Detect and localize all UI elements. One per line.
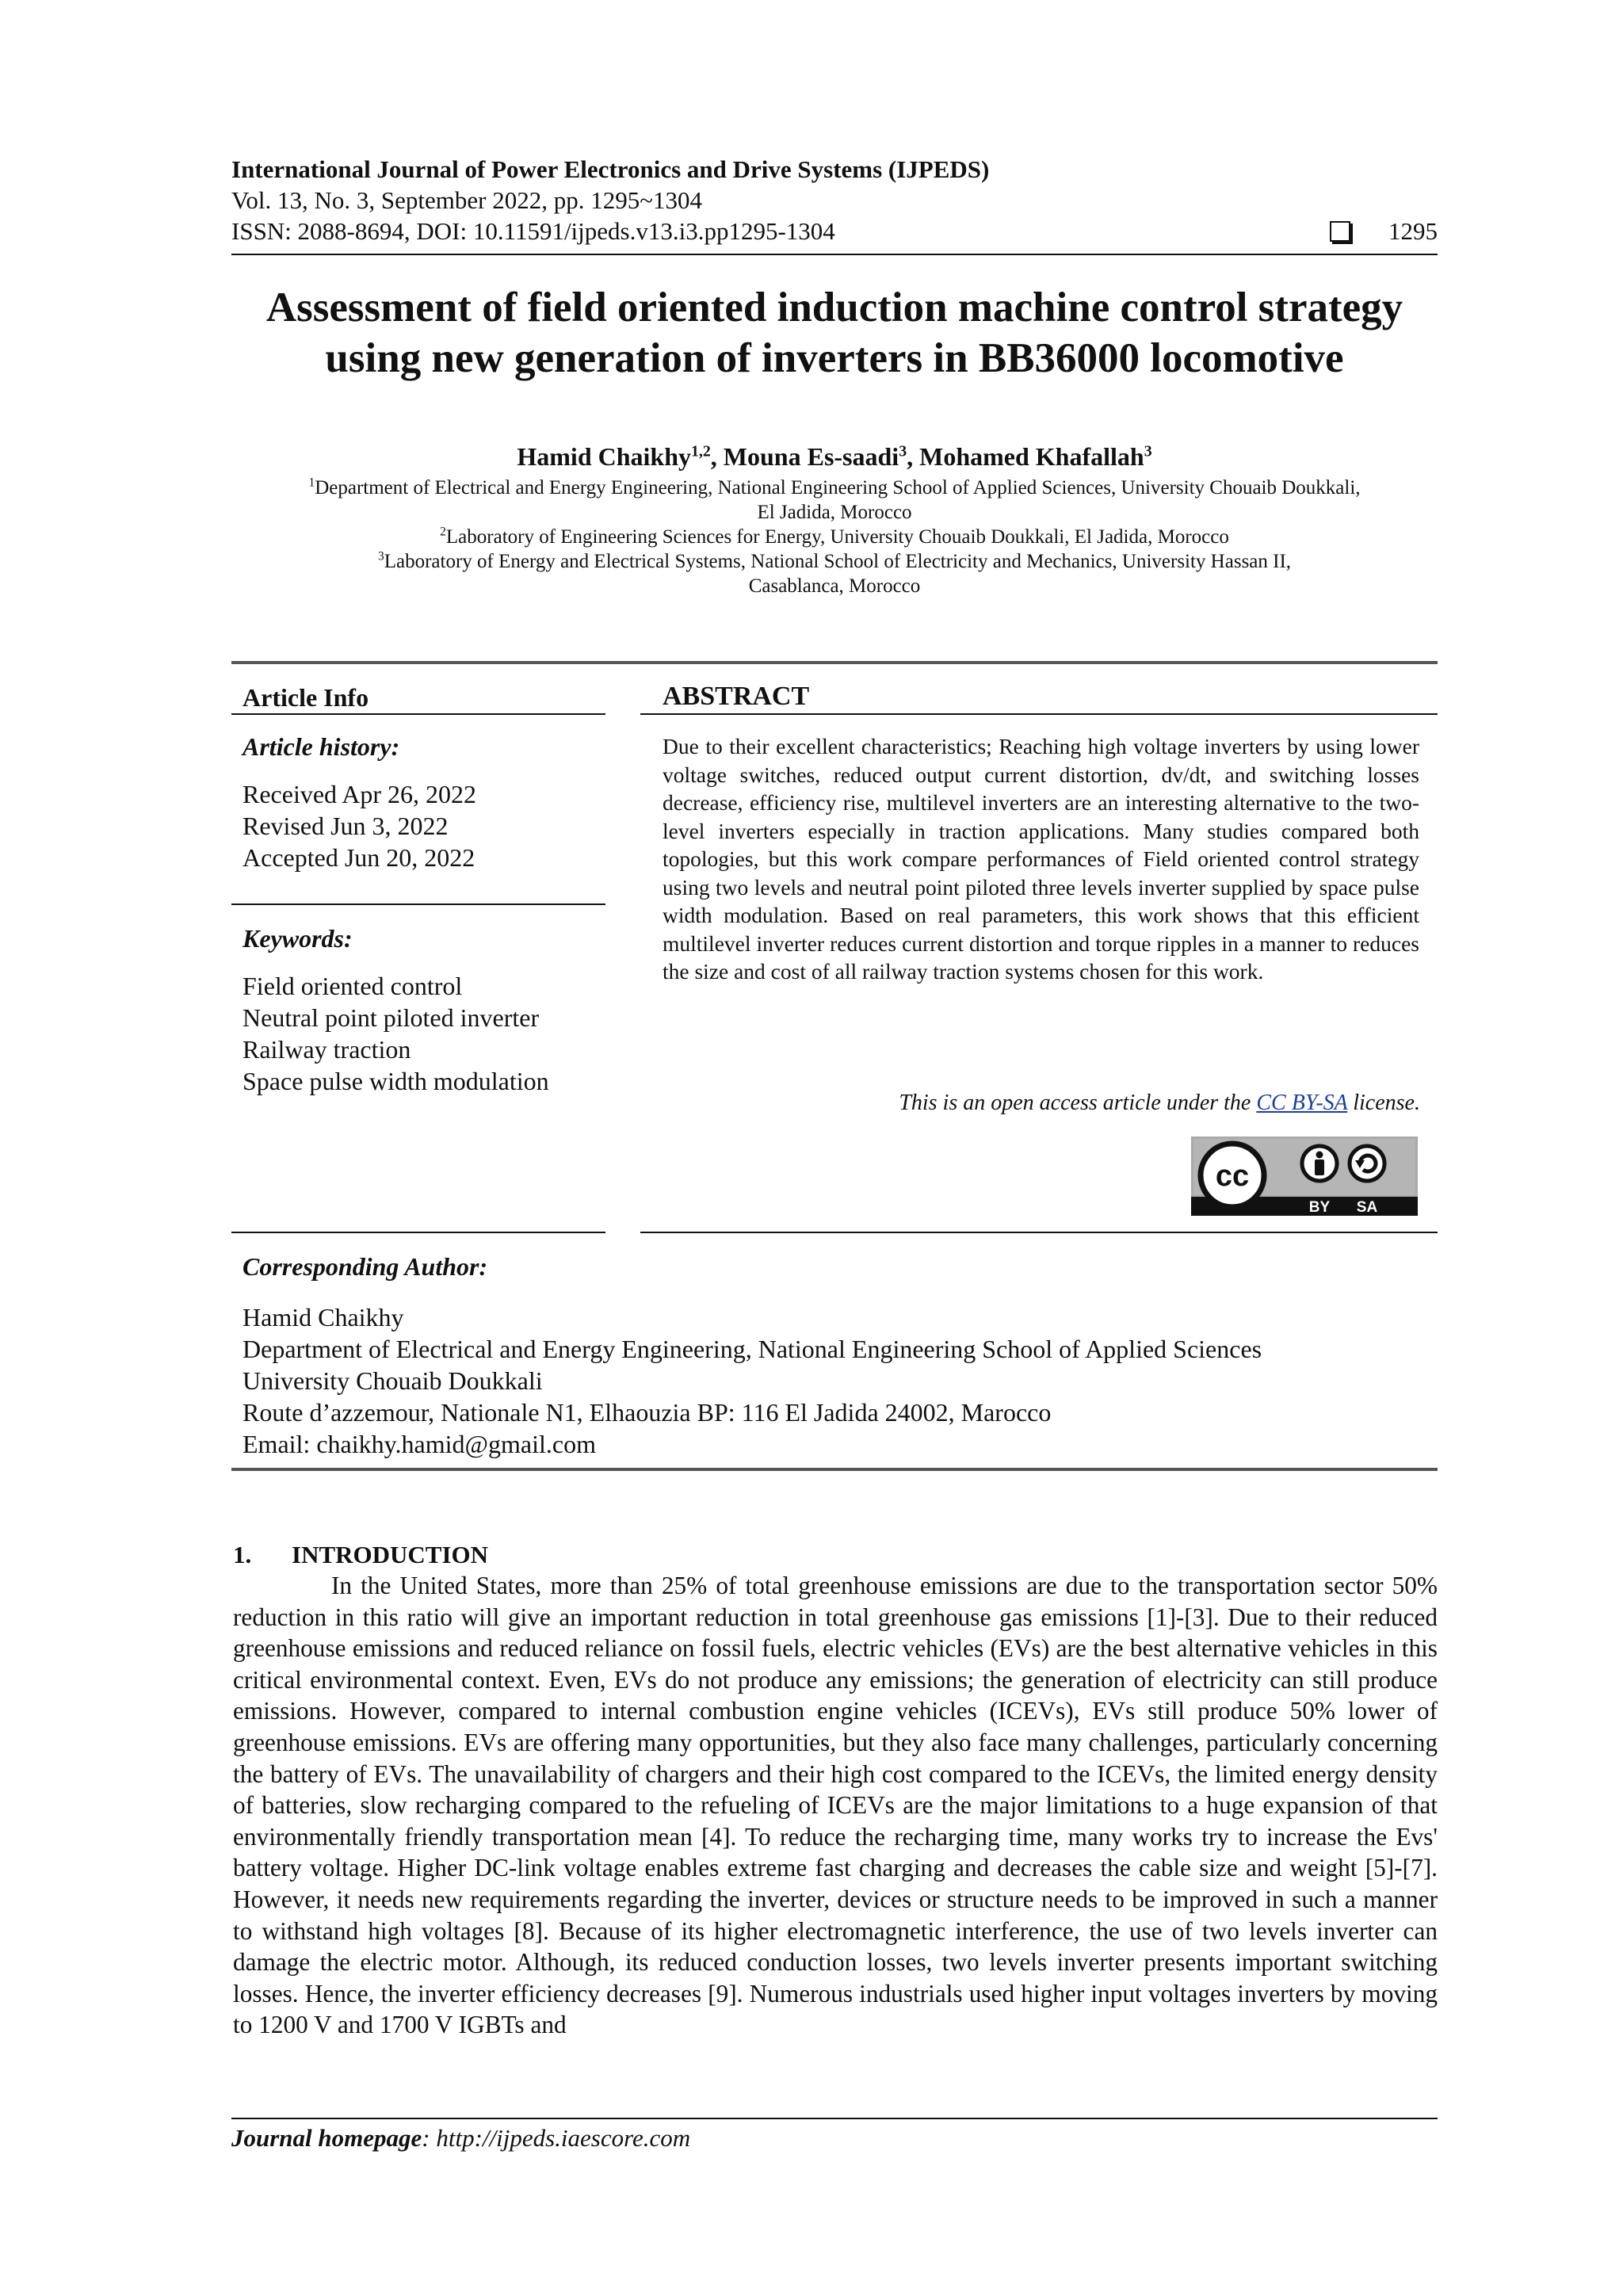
corr-department: Department of Electrical and Energy Engineering, National Engineering School of Applied Sciences <box>242 1335 1262 1363</box>
author-affil-mark: 1,2 <box>691 442 711 460</box>
section-number: 1. <box>233 1541 252 1568</box>
journal-header <box>231 154 1438 246</box>
article-info-rule <box>231 713 605 715</box>
footer-rule <box>231 2118 1438 2119</box>
open-access-notice <box>899 1091 1420 1116</box>
keyword: Neutral point piloted inverter <box>242 1003 540 1032</box>
affiliation-3-cont: Casablanca, Morocco <box>748 575 921 597</box>
cc-mark: cc <box>1215 1159 1250 1193</box>
paper-title-line-1: Assessment of field oriented induction machine control strategy <box>265 285 1403 330</box>
author-name: Mohamed Khafallah <box>919 442 1144 471</box>
affiliation-1-cont: El Jadida, Morocco <box>757 502 912 523</box>
corresponding-author-heading: Corresponding Author: <box>242 1252 488 1281</box>
cc-by-sa-link[interactable]: CC BY-SA <box>1256 1091 1348 1115</box>
history-revised: Revised Jun 3, 2022 <box>242 812 449 840</box>
section-title: INTRODUCTION <box>292 1541 489 1568</box>
affil-mark: 2 <box>440 525 446 539</box>
journal-title: International Journal of Power Electronics and Drive Systems (IJPEDS) <box>231 155 990 183</box>
info-band-top-rule <box>231 661 1438 664</box>
oa-suffix: license. <box>1347 1091 1420 1115</box>
corr-email: Email: chaikhy.hamid@gmail.com <box>242 1430 596 1458</box>
author-list: Hamid Chaikhy$^{1,2}$, Mouna Es-saadi$^3$, Mohamed Khafallah$^3$ <box>517 442 1152 471</box>
checkbox-square-icon <box>1330 221 1350 242</box>
abstract-rule <box>640 713 1438 715</box>
header-rule <box>231 254 1438 255</box>
affil-mark: 1 <box>308 476 315 490</box>
keyword: Field oriented control <box>242 972 463 1000</box>
author-name: Hamid Chaikhy <box>517 442 691 471</box>
affil-mark: 3 <box>377 549 384 563</box>
article-history <box>242 778 607 873</box>
paper-title <box>231 282 1438 384</box>
affiliation-3: Laboratory of Energy and Electrical Systems, National School of Electricity and Mechanics, University Hassan II, <box>384 551 1292 572</box>
journal-volume: Vol. 13, No. 3, September 2022, pp. 1295~1304 <box>231 186 702 214</box>
history-received: Received Apr 26, 2022 <box>242 780 477 808</box>
journal-homepage <box>231 2124 690 2153</box>
affiliation-2: Laboratory of Engineering Sciences for Energy, University Chouaib Doukkali, El Jadida, Morocco <box>445 526 1229 548</box>
sa-label: SA <box>1356 1199 1378 1216</box>
article-info-heading: Article Info <box>242 683 369 712</box>
author-affil-mark: 3 <box>1144 442 1152 460</box>
journal-issn-doi: ISSN: 2088-8694, DOI: 10.11591/ijpeds.v13.i3.pp1295-1304 <box>231 217 835 245</box>
history-accepted: Accepted Jun 20, 2022 <box>242 843 475 872</box>
corr-university: University Chouaib Doukkali <box>242 1366 543 1395</box>
section-heading-introduction <box>233 1541 488 1569</box>
by-label: BY <box>1308 1199 1331 1216</box>
author-affil-mark: 3 <box>899 442 907 460</box>
paper-title-line-2: using new generation of inverters in BB36000 locomotive <box>325 335 1344 381</box>
keyword: Space pulse width modulation <box>242 1067 549 1095</box>
author-name: Mouna Es-saadi <box>723 442 899 471</box>
keywords-rule <box>231 904 605 905</box>
corr-address: Route d’azzemour, Nationale N1, Elhaouzia BP: 116 El Jadida 24002, Marocco <box>242 1398 1052 1427</box>
homepage-url[interactable]: : http://ijpeds.iaescore.com <box>422 2124 691 2152</box>
keywords-label: Keywords: <box>242 924 353 953</box>
corresponding-bottom-rule <box>231 1468 1438 1471</box>
keyword: Railway traction <box>242 1035 411 1064</box>
homepage-label: Journal homepage <box>231 2124 422 2152</box>
page-number: 1295 <box>1388 217 1438 245</box>
abstract-text: Due to their excellent characteristics; Reaching high voltage inverters by using lower voltage switches, reduced output current distortion, dv/dt, and switching losses decrease, efficiency rise, multilevel inverters are an interesting alternative to the two-level inverters especially in traction applications. Many studies compared both topologies, but this work compare performances of Field oriented control strategy using two levels and neutral point piloted three levels inverter supplied by space pulse width modulation. Based on real parameters, this work shows that this efficient multilevel inverter reduces current distortion and torque ripples in a manner to reduces the size and cost of all railway traction systems chosen for this work. <box>663 734 1419 984</box>
article-history-label: Article history: <box>242 732 400 761</box>
oa-prefix: This is an open access article under the <box>899 1091 1257 1115</box>
abstract-heading: ABSTRACT <box>663 682 810 711</box>
info-bottom-rule-left <box>231 1232 605 1233</box>
info-bottom-rule-right <box>640 1232 1438 1233</box>
keywords-list <box>242 970 607 1097</box>
affiliation-1: Department of Electrical and Energy Engineering, National Engineering School of Applied Sciences, University Chouaib Doukkali, <box>315 477 1361 499</box>
cc-by-sa-badge-icon[interactable] <box>1191 1137 1418 1216</box>
corr-name: Hamid Chaikhy <box>242 1303 404 1331</box>
affiliations <box>231 476 1438 598</box>
introduction-paragraph: In the United States, more than 25% of total greenhouse emissions are due to the transportation sector 50% reduction in this ratio will give an important reduction in total greenhouse gas emissions [1]-[3]. Due to their reduced greenhouse emissions and reduced reliance on fossil fuels, electric vehicles (EVs) are the best alternative vehicles in this critical environmental context. Even, EVs do not produce any emissions; the generation of electricity can still produce emissions. However, compared to internal combustion engine vehicles (ICEVs), EVs still produce 50% lower of greenhouse emissions. EVs are offering many opportunities, but they also face many challenges, particularly concerning the battery of EVs. The unavailability of chargers and their high cost compared to the ICEVs, the limited energy density of batteries, slow recharging compared to the refueling of ICEVs are the major limitations to a huge expansion of that environmentally friendly transportation mean [4]. To reduce the recharging time, many works try to increase the Evs' battery voltage. Higher DC-link voltage enables extreme fast charging and decreases the cable size and weight [5]-[7]. However, it needs new requirements regarding the inverter, devices or structure needs to be improved in such a manner to withstand high voltages [8]. Because of its higher electromagnetic interference, the use of two levels inverter can damage the electric motor. Although, its reduced conduction losses, two levels inverter presents important switching losses. Hence, the inverter efficiency decreases [9]. Numerous industrials used higher input voltages inverters by moving to 1200 V and 1700 V IGBTs and <box>233 1572 1438 2039</box>
corresponding-author-details <box>242 1301 1431 1460</box>
